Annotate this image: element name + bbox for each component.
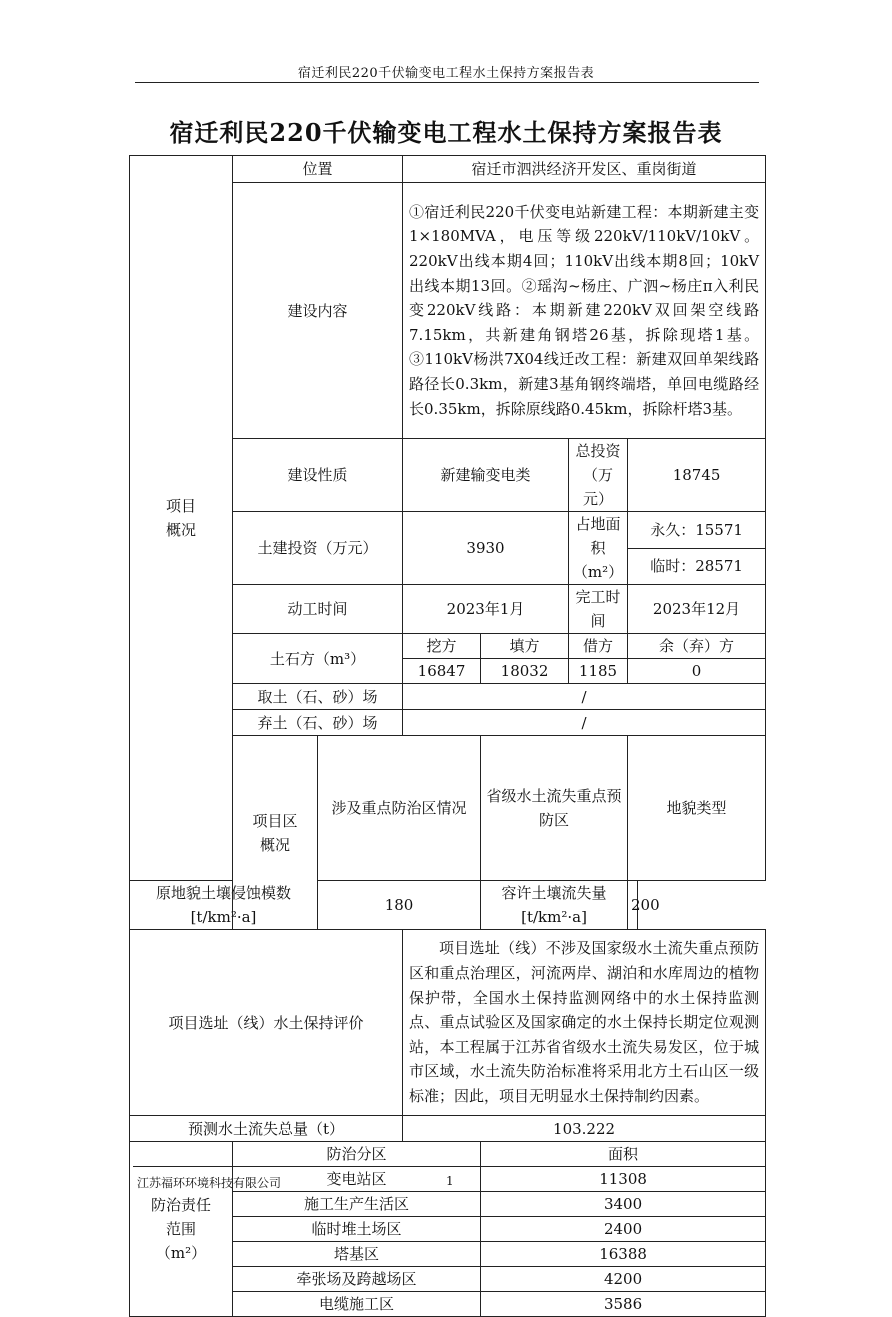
land-area-label: 占地面积（m²）	[569, 512, 628, 585]
running-header: 宿迁利民220千伏输变电工程水土保持方案报告表	[297, 66, 595, 81]
location-label: 位置	[233, 156, 403, 183]
footer-rule	[133, 1166, 761, 1167]
area-cell: 2400	[481, 1217, 766, 1242]
responsibility-header-row	[130, 1142, 766, 1167]
start-value: 2023年1月	[403, 585, 569, 634]
end-label: 完工时间	[569, 585, 628, 634]
page-number: 1	[446, 1174, 454, 1188]
total-investment-value: 18745	[628, 439, 766, 512]
predicted-loss-value: 103.222	[403, 1116, 766, 1142]
site-evaluation-row	[130, 930, 766, 1116]
footer-company: 江苏福环环境科技有限公司	[137, 1176, 282, 1190]
landform-label: 地貌类型	[628, 736, 766, 881]
overview-section-label	[130, 156, 233, 881]
erosion-modulus-label: 原地貌土壤侵蚀模数[t/km²·a]	[130, 881, 318, 930]
civil-investment-value: 3930	[403, 512, 569, 585]
area-cell: 3586	[481, 1292, 766, 1317]
allowable-loss-value: 200	[628, 881, 638, 930]
responsibility-label-line2: 范围	[165, 1220, 196, 1238]
land-temporary: 临时：28571	[628, 548, 766, 585]
responsibility-label	[130, 1142, 233, 1317]
zone-cell: 临时堆土场区	[233, 1217, 481, 1242]
zone-cell: 塔基区	[233, 1242, 481, 1267]
header-rule	[135, 82, 759, 83]
site-evaluation-label: 项目选址（线）水土保持评价	[130, 930, 403, 1116]
land-permanent: 永久：15571	[628, 512, 766, 549]
earthwork-value-borrow: 1185	[569, 659, 628, 684]
zone-cell: 牵张场及跨越场区	[233, 1267, 481, 1292]
area-header: 面积	[481, 1142, 766, 1167]
borrow-site-value: /	[403, 684, 766, 710]
area-cell: 4200	[481, 1267, 766, 1292]
predicted-loss-row	[130, 1116, 766, 1142]
overview-label-line2: 概况	[165, 521, 196, 539]
nature-label: 建设性质	[233, 439, 403, 512]
earthwork-value-fill: 18032	[481, 659, 569, 684]
area-cell: 3400	[481, 1192, 766, 1217]
earthwork-header-fill: 填方	[481, 634, 569, 659]
zone-cell: 电缆施工区	[233, 1292, 481, 1317]
start-label: 动工时间	[233, 585, 403, 634]
area-cell: 11308	[481, 1167, 766, 1192]
responsibility-label-line1: 防治责任	[150, 1196, 211, 1214]
area-label-line2: 概况	[259, 835, 290, 854]
predicted-loss-label: 预测水土流失总量（t）	[130, 1116, 403, 1142]
earthwork-value-cut: 16847	[403, 659, 481, 684]
key-zone-label: 涉及重点防治区情况	[318, 736, 481, 881]
zone-cell: 变电站区	[233, 1167, 481, 1192]
zone-cell: 施工生产生活区	[233, 1192, 481, 1217]
content-label: 建设内容	[233, 183, 403, 439]
responsibility-label-line3: （m²）	[155, 1244, 207, 1262]
erosion-modulus-value: 180	[318, 881, 481, 930]
earthwork-value-spoil: 0	[628, 659, 766, 684]
earthwork-label: 土石方（m³）	[233, 634, 403, 684]
content-value: ①宿迁利民220千伏变电站新建工程：本期新建主变1×180MVA，电压等级220kV/110kV/10kV。220kV出线本期4回；110kV出线本期8回；10kV出线本期13回。②瑶沟~杨庄、广泗~杨庄π入利民变220kV线路：本期新建220kV双回架空线路7.15km，共新建角钢塔26基，拆除现塔1基。③110kV杨洪7X04线迁改工程：新建双回单架线路路径长0.3km，新建3基角钢终端塔，单回电缆路经长0.35km，拆除原线路0.45km，拆除杆塔3基。	[403, 183, 766, 439]
nature-value: 新建输变电类	[403, 439, 569, 512]
erosion-row	[130, 881, 766, 930]
earthwork-header-spoil: 余（弃）方	[628, 634, 766, 659]
area-cell: 16388	[481, 1242, 766, 1267]
overview-label-line1: 项目	[165, 497, 196, 515]
allowable-loss-label: 容许土壤流失量[t/km²·a]	[481, 881, 628, 930]
total-investment-label: 总投资（万元）	[569, 439, 628, 512]
zone-header: 防治分区	[233, 1142, 481, 1167]
document-title: 宿迁利民220千伏输变电工程水土保持方案报告表	[169, 118, 723, 147]
report-table	[129, 155, 766, 1317]
key-zone-value: 省级水土流失重点预防区	[481, 736, 628, 881]
earthwork-header-borrow: 借方	[569, 634, 628, 659]
area-label-line1: 项目区	[252, 811, 298, 830]
spoil-site-value: /	[403, 710, 766, 736]
borrow-site-label: 取土（石、砂）场	[233, 684, 403, 710]
spoil-site-label: 弃土（石、砂）场	[233, 710, 403, 736]
earthwork-header-cut: 挖方	[403, 634, 481, 659]
site-evaluation-text: 项目选址（线）不涉及国家级水土流失重点预防区和重点治理区，河流两岸、湖泊和水库周边的植物保护带，全国水土保持监测网络中的水土保持监测点、重点试验区及国家确定的水土保持长期定位观测站，本工程属于江苏省省级水土流失易发区，位于城市区域，水土流失防治标准将采用北方土石山区一级标准；因此，项目无明显水土保持制约因素。	[403, 930, 766, 1116]
civil-investment-label: 土建投资（万元）	[233, 512, 403, 585]
location-row	[130, 156, 766, 183]
end-value: 2023年12月	[628, 585, 766, 634]
location-value: 宿迁市泗洪经济开发区、重岗街道	[403, 156, 766, 183]
